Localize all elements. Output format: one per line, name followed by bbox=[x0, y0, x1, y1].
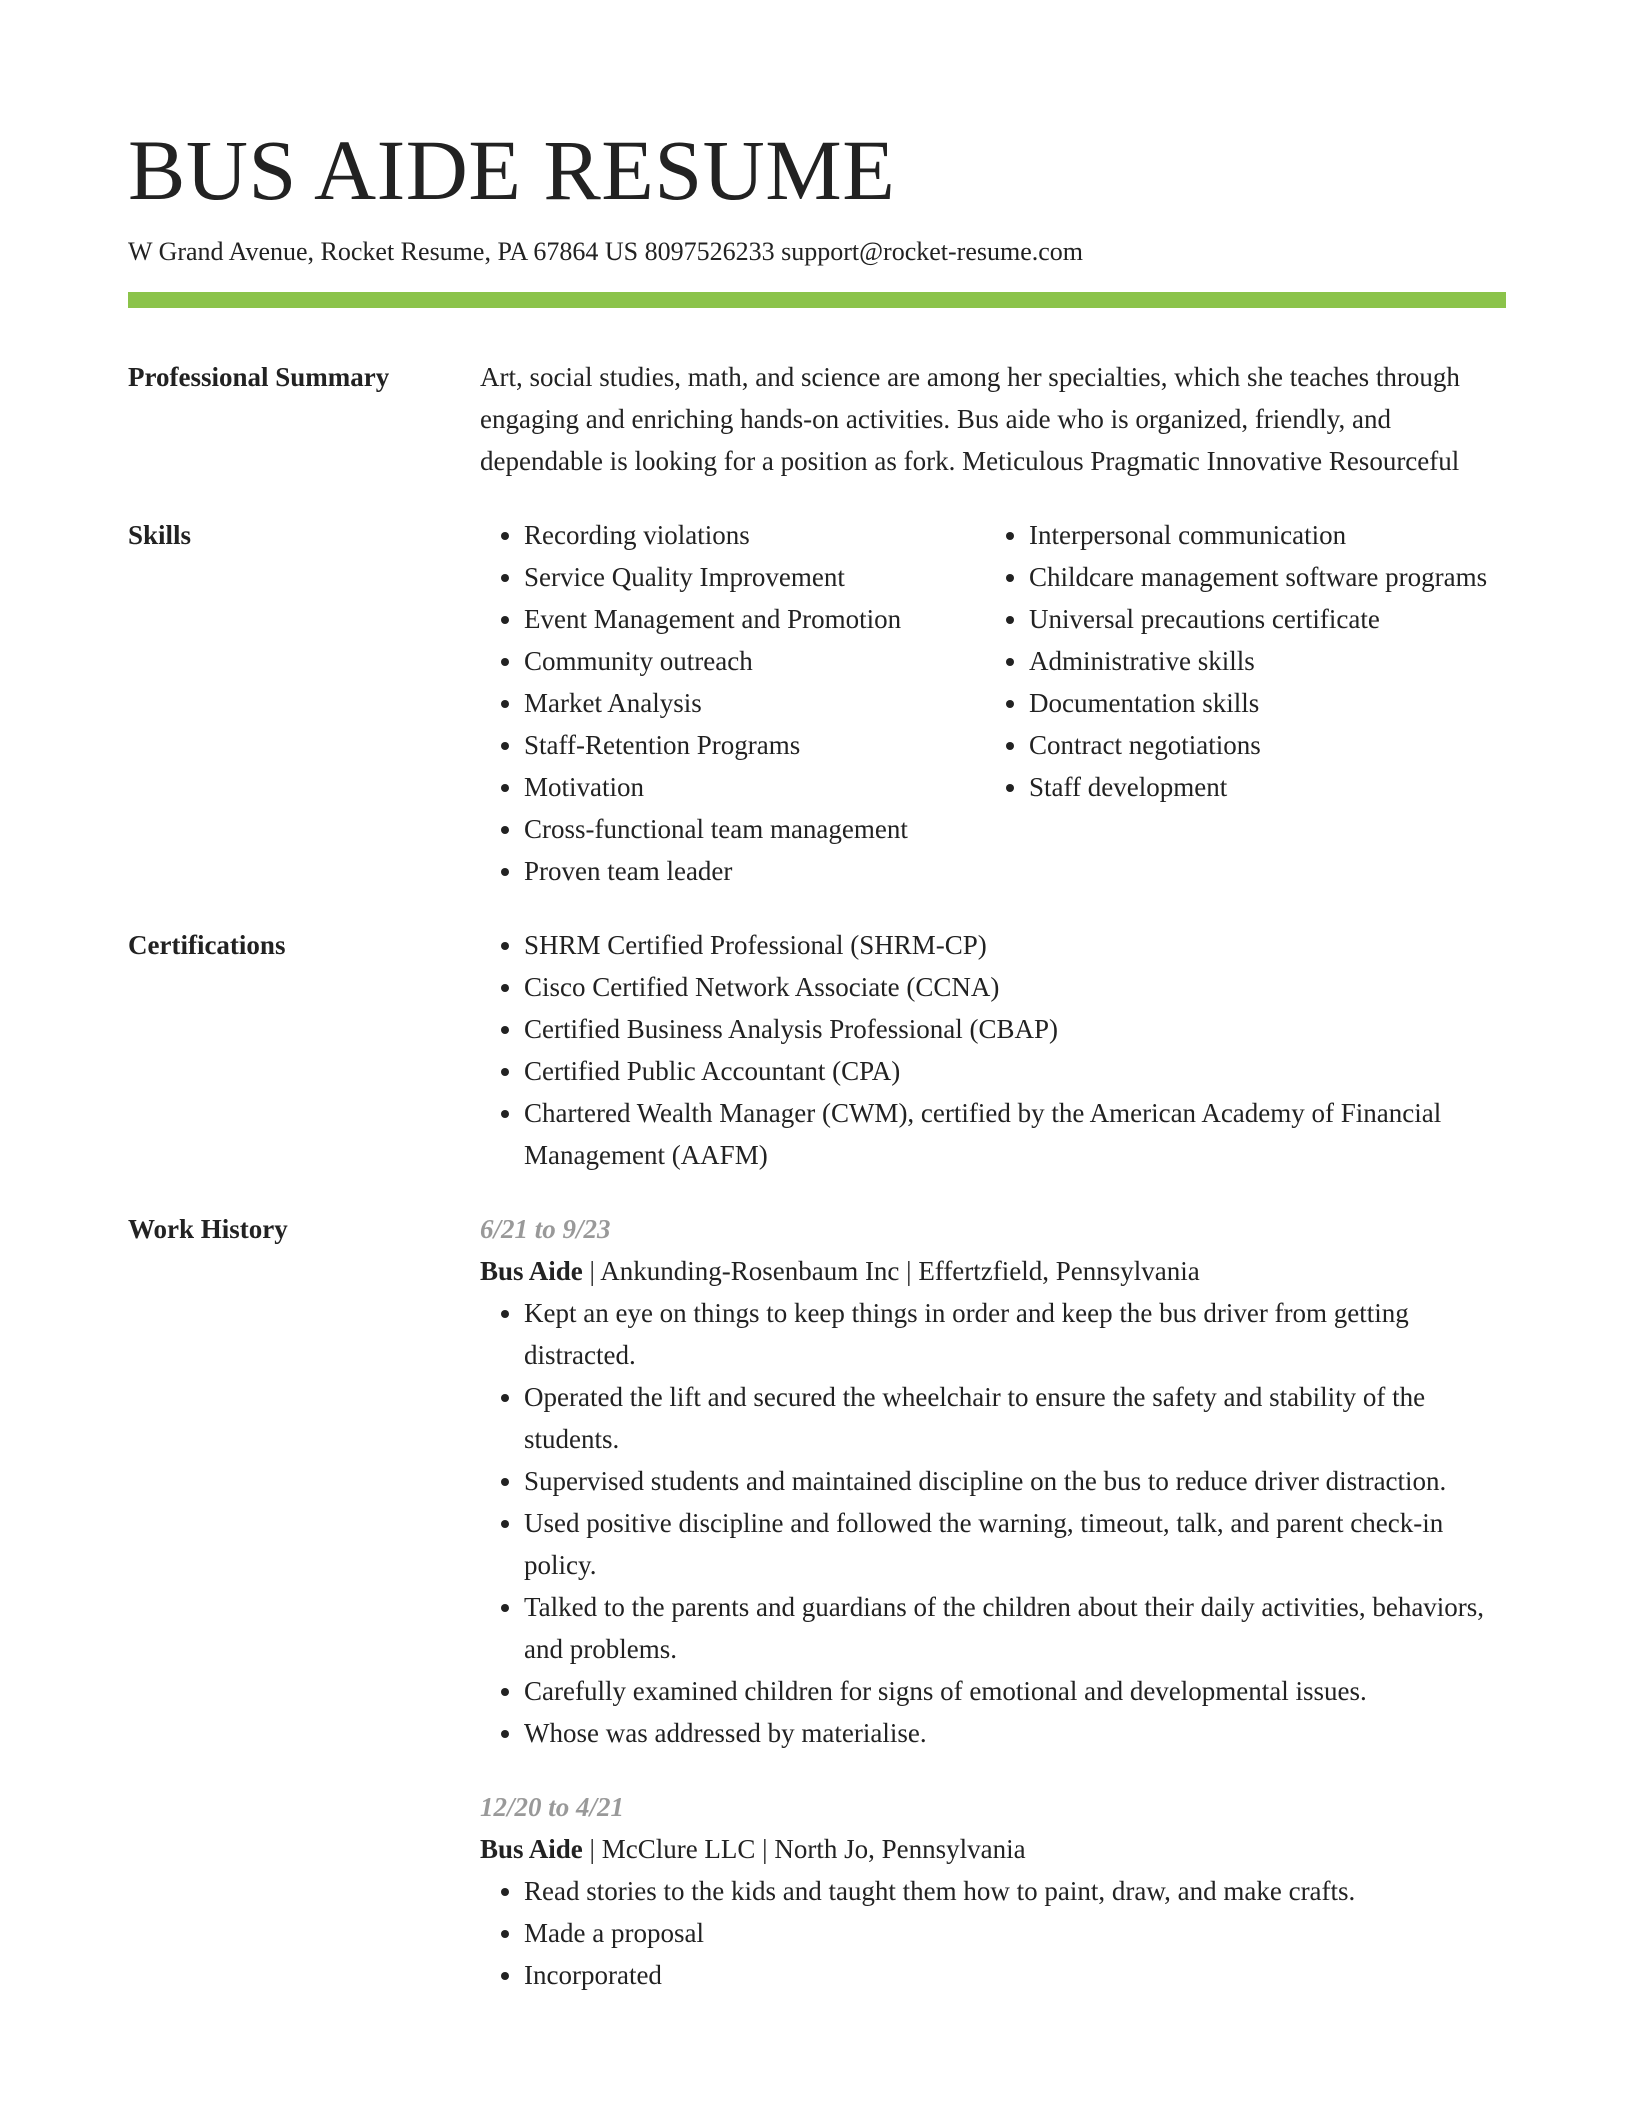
certifications-list bbox=[480, 924, 1506, 1176]
skill-item: • Cross-functional team management bbox=[524, 808, 985, 850]
work-history-body bbox=[480, 1208, 1506, 1996]
contact-line: W Grand Avenue, Rocket Resume, PA 67864 US 8097526233 support@rocket-resume.com bbox=[128, 237, 1084, 266]
certification-item: • SHRM Certified Professional (SHRM-CP) bbox=[524, 924, 1506, 966]
job-entry bbox=[480, 1208, 1506, 1754]
skills-list-2 bbox=[985, 514, 1500, 808]
job-bullets bbox=[480, 1870, 1506, 1996]
resume-page bbox=[128, 0, 1506, 1996]
skill-item: • Childcare management software programs bbox=[1029, 556, 1500, 598]
skill-item: • Community outreach bbox=[524, 640, 985, 682]
job-entry bbox=[480, 1786, 1506, 1996]
certification-item: • Cisco Certified Network Associate (CCNA) bbox=[524, 966, 1506, 1008]
header-divider bbox=[128, 292, 1506, 308]
skills-section bbox=[128, 514, 1506, 892]
skill-item: • Interpersonal communication bbox=[1029, 514, 1500, 556]
certification-item: • Chartered Wealth Manager (CWM), certified by the American Academy of Financial Management (AAFM) bbox=[524, 1092, 1506, 1176]
job-details: | McClure LLC | North Jo, Pennsylvania bbox=[582, 1834, 1026, 1864]
certifications-label: Certifications bbox=[128, 930, 286, 960]
skills-column-1 bbox=[480, 514, 985, 892]
job-bullet: • Read stories to the kids and taught them how to paint, draw, and make crafts. bbox=[524, 1870, 1506, 1912]
job-bullet: • Incorporated bbox=[524, 1954, 1506, 1996]
skill-item: • Proven team leader bbox=[524, 850, 985, 892]
skill-item: • Market Analysis bbox=[524, 682, 985, 724]
job-dates: 6/21 to 9/23 bbox=[480, 1214, 611, 1244]
certifications-section bbox=[128, 924, 1506, 1176]
job-bullet: • Talked to the parents and guardians of the children about their daily activities, behaviors, and problems. bbox=[524, 1586, 1506, 1670]
job-bullet: • Used positive discipline and followed the warning, timeout, talk, and parent check-in policy. bbox=[524, 1502, 1506, 1586]
work-history-label: Work History bbox=[128, 1214, 288, 1244]
certification-item: • Certified Business Analysis Professional (CBAP) bbox=[524, 1008, 1506, 1050]
skill-item: • Contract negotiations bbox=[1029, 724, 1500, 766]
job-dates: 12/20 to 4/21 bbox=[480, 1792, 625, 1822]
summary-section bbox=[128, 356, 1506, 482]
skill-item: • Universal precautions certificate bbox=[1029, 598, 1500, 640]
skills-body bbox=[480, 514, 1506, 892]
skill-item: • Staff development bbox=[1029, 766, 1500, 808]
skill-item: • Administrative skills bbox=[1029, 640, 1500, 682]
summary-body bbox=[480, 356, 1506, 482]
skill-item: • Event Management and Promotion bbox=[524, 598, 985, 640]
job-heading bbox=[480, 1250, 1506, 1292]
work-history-section bbox=[128, 1208, 1506, 1996]
skills-list-1 bbox=[480, 514, 985, 892]
certification-item: • Certified Public Accountant (CPA) bbox=[524, 1050, 1506, 1092]
job-title: Bus Aide bbox=[480, 1256, 583, 1286]
job-bullet: • Made a proposal bbox=[524, 1912, 1506, 1954]
skill-item: • Staff-Retention Programs bbox=[524, 724, 985, 766]
summary-label: Professional Summary bbox=[128, 362, 390, 392]
job-title: Bus Aide bbox=[480, 1834, 583, 1864]
skills-label: Skills bbox=[128, 520, 192, 550]
job-bullet: • Supervised students and maintained discipline on the bus to reduce driver distraction. bbox=[524, 1460, 1506, 1502]
job-bullet: • Operated the lift and secured the wheelchair to ensure the safety and stability of the students. bbox=[524, 1376, 1506, 1460]
summary-text: Art, social studies, math, and science are among her specialties, which she teaches through engaging and enriching hands-on activities. Bus aide who is organized, friendly, and dependable is looking for a position as fork. Meticulous Pragmatic Innovative Resourceful bbox=[480, 362, 1460, 476]
skill-item: • Recording violations bbox=[524, 514, 985, 556]
job-heading bbox=[480, 1828, 1506, 1870]
job-bullet: • Kept an eye on things to keep things in order and keep the bus driver from getting distracted. bbox=[524, 1292, 1506, 1376]
skill-item: • Service Quality Improvement bbox=[524, 556, 985, 598]
job-details: | Ankunding-Rosenbaum Inc | Effertzfield, Pennsylvania bbox=[582, 1256, 1200, 1286]
job-bullets bbox=[480, 1292, 1506, 1754]
skill-item: • Motivation bbox=[524, 766, 985, 808]
skills-column-2 bbox=[985, 514, 1500, 892]
job-bullet: • Carefully examined children for signs of emotional and developmental issues. bbox=[524, 1670, 1506, 1712]
job-bullet: • Whose was addressed by materialise. bbox=[524, 1712, 1506, 1754]
skill-item: • Documentation skills bbox=[1029, 682, 1500, 724]
certifications-body bbox=[480, 924, 1506, 1176]
resume-title: BUS AIDE RESUME bbox=[128, 122, 896, 218]
